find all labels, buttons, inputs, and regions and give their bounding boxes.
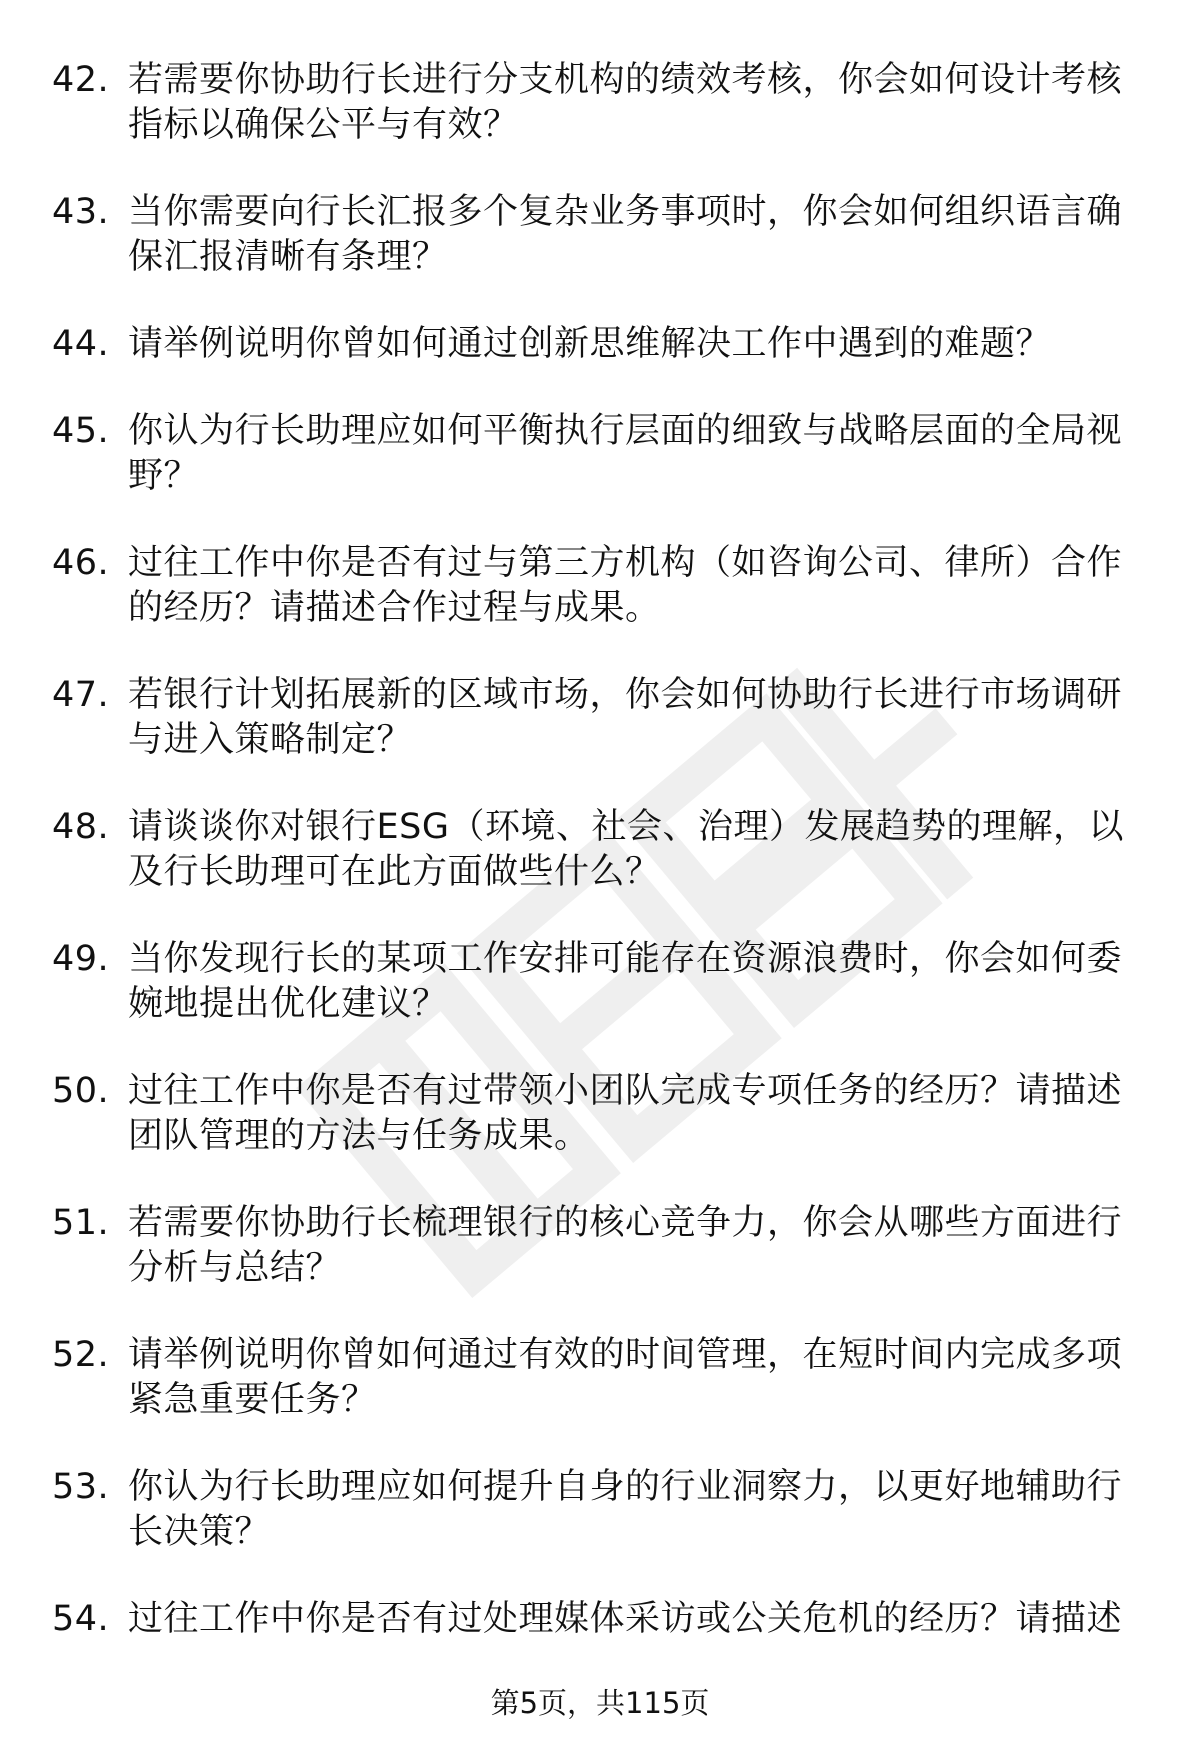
question-number: 44.	[52, 324, 110, 364]
question-text: 你认为行长助理应如何提升自身的行业洞察力，以更好地辅助行长决策？	[128, 1467, 1123, 1552]
question-text: 若银行计划拓展新的区域市场，你会如何协助行长进行市场调研与进入策略制定？	[128, 675, 1123, 760]
question-item	[0, 1069, 1200, 1159]
question-text: 若需要你协助行长进行分支机构的绩效考核，你会如何设计考核指标以确保公平与有效？	[128, 60, 1123, 145]
question-item	[0, 937, 1200, 1027]
question-number: 48.	[52, 807, 110, 847]
question-number: 51.	[52, 1203, 110, 1243]
question-text: 请谈谈你对银行ESG（环境、社会、治理）发展趋势的理解，以及行长助理可在此方面做些什么？	[128, 807, 1124, 892]
question-item	[0, 409, 1200, 499]
question-text: 请举例说明你曾如何通过有效的时间管理，在短时间内完成多项紧急重要任务？	[128, 1335, 1123, 1420]
question-number: 46.	[52, 543, 110, 583]
question-number: 50.	[52, 1071, 110, 1111]
question-text: 请举例说明你曾如何通过创新思维解决工作中遇到的难题？	[128, 324, 1052, 364]
question-text: 当你需要向行长汇报多个复杂业务事项时，你会如何组织语言确保汇报清晰有条理？	[128, 192, 1123, 277]
page-footer: 第5页，共115页	[490, 1686, 710, 1720]
question-text: 你认为行长助理应如何平衡执行层面的细致与战略层面的全局视野？	[128, 411, 1123, 496]
question-number: 45.	[52, 411, 110, 451]
question-item	[0, 1465, 1200, 1555]
question-item	[0, 322, 1200, 367]
question-text: 若需要你协助行长梳理银行的核心竞争力，你会从哪些方面进行分析与总结？	[128, 1203, 1123, 1288]
question-number: 54.	[52, 1599, 110, 1639]
question-item	[0, 1201, 1200, 1291]
question-item	[0, 541, 1200, 631]
question-text: 过往工作中你是否有过带领小团队完成专项任务的经历？请描述团队管理的方法与任务成果。	[128, 1071, 1123, 1156]
question-list	[0, 58, 1200, 1684]
question-number: 49.	[52, 939, 110, 979]
question-number: 42.	[52, 60, 110, 100]
question-item	[0, 1597, 1200, 1642]
question-number: 52.	[52, 1335, 110, 1375]
question-item	[0, 190, 1200, 280]
question-number: 43.	[52, 192, 110, 232]
question-item	[0, 805, 1200, 895]
question-item	[0, 673, 1200, 763]
question-number: 47.	[52, 675, 110, 715]
question-number: 53.	[52, 1467, 110, 1507]
question-item	[0, 58, 1200, 148]
question-text: 过往工作中你是否有过与第三方机构（如咨询公司、律所）合作的经历？请描述合作过程与成果。	[128, 543, 1123, 628]
question-item	[0, 1333, 1200, 1423]
question-text: 当你发现行长的某项工作安排可能存在资源浪费时，你会如何委婉地提出优化建议？	[128, 939, 1123, 1024]
question-text: 过往工作中你是否有过处理媒体采访或公关危机的经历？请描述	[128, 1599, 1123, 1639]
